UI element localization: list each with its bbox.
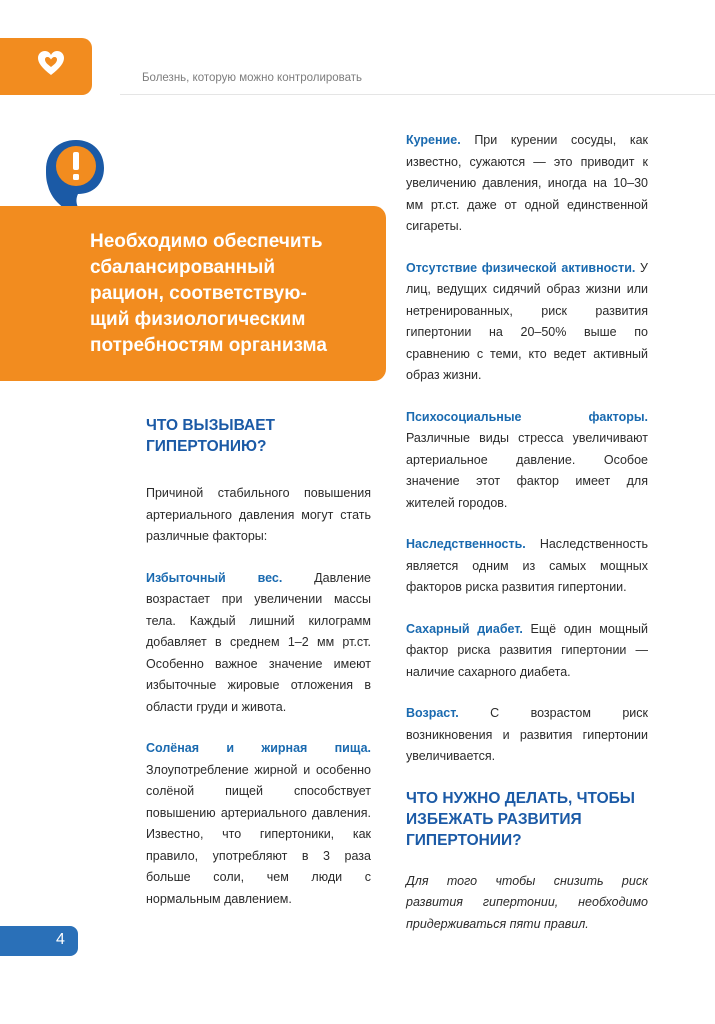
factor-paragraph bbox=[406, 619, 648, 684]
factor-term: Психосоциальные факторы. bbox=[406, 409, 648, 424]
factor-paragraph bbox=[406, 258, 648, 387]
factor-paragraph bbox=[406, 130, 648, 238]
page-number: 4 bbox=[56, 931, 65, 948]
factor-paragraph bbox=[406, 534, 648, 599]
factor-text: При курении сосуды, как известно, сужаются — это приводит к увеличению давления, иногда на 10–30 мм рт.ст. даже от одной единственной сигареты. bbox=[406, 133, 648, 233]
intro-paragraph: Причиной стабильного повышения артериального давления могут стать различные факторы: bbox=[146, 486, 371, 543]
heading-line: ГИПЕРТОНИИ? bbox=[406, 831, 522, 849]
heading-line: ЧТО НУЖНО ДЕЛАТЬ, ЧТОБЫ bbox=[406, 789, 635, 807]
logo-tab bbox=[0, 38, 92, 95]
running-head: Болезнь, которую можно контролировать bbox=[142, 72, 363, 84]
factor-paragraph bbox=[406, 407, 648, 515]
factor-paragraph bbox=[406, 703, 648, 768]
right-column bbox=[406, 130, 648, 955]
closing-paragraph: Для того чтобы снизить риск развития гипертонии, необходимо придерживаться пяти правил. bbox=[406, 873, 648, 931]
factor-text: Давление возрастает при увеличении массы тела. Каждый лишний килограмм добавляет в среднем 1–2 мм рт.ст. Особенно важное значение имеют избыточные жировые отложения в области груди и живота. bbox=[146, 570, 372, 714]
callout-line: рацион, соответствую- bbox=[90, 283, 307, 304]
factor-term: Возраст. bbox=[406, 706, 459, 720]
heading-line: ЧТО ВЫЗЫВАЕТ bbox=[146, 417, 276, 434]
callout-line: Необходимо обеспечить bbox=[90, 231, 323, 252]
factor-paragraph bbox=[146, 568, 371, 719]
page-number-tab bbox=[0, 926, 78, 956]
callout-line: щий физиологическим bbox=[90, 309, 306, 330]
callout-line: потребностям организма bbox=[90, 335, 327, 356]
section-heading bbox=[146, 415, 371, 457]
factor-term: Курение. bbox=[406, 133, 461, 147]
factor-text: С возрастом риск возникновения и развития гипертонии увеличивается. bbox=[406, 706, 648, 763]
callout-line: сбалансированный bbox=[90, 257, 276, 278]
factor-term: Избыточный вес. bbox=[146, 570, 283, 585]
callout-text bbox=[90, 229, 380, 359]
factor-term: Отсутствие физической активности. bbox=[406, 260, 636, 275]
factor-text: Ещё один мощный фактор риска развития гипертонии — наличие сахарного диабета. bbox=[406, 621, 648, 679]
section-heading bbox=[406, 788, 648, 851]
heart-icon bbox=[36, 49, 66, 79]
factor-term: Солёная и жирная пища. bbox=[146, 741, 371, 755]
factor-term: Сахарный диабет. bbox=[406, 621, 523, 636]
header-divider bbox=[120, 94, 715, 95]
heading-line: ИЗБЕЖАТЬ РАЗВИТИЯ bbox=[406, 810, 582, 828]
factor-text: Наследственность является одним из самых мощных факторов риска развития гипертонии. bbox=[406, 537, 648, 594]
factor-text: Злоупотребление жирной и особенно солёной пищей способствует повышению артериального давления. Известно, что гипертоники, как правило, употребляют в 3 раза больше соли, чем люди с нормальным давлением. bbox=[146, 762, 371, 906]
factor-paragraph bbox=[146, 738, 371, 910]
left-column bbox=[146, 415, 371, 930]
heading-line: ГИПЕРТОНИЮ? bbox=[146, 438, 267, 455]
factor-text: У лиц, ведущих сидячий образ жизни или нетренированных, риск развития гипертонии на 20–50% выше по сравнению с теми, кто ведет активный образ жизни. bbox=[406, 260, 648, 382]
factor-text: Различные виды стресса увеличивают артериальное давление. Особое значение этот фактор имеет для жителей городов. bbox=[406, 431, 648, 510]
factor-term: Наследственность. bbox=[406, 537, 526, 551]
